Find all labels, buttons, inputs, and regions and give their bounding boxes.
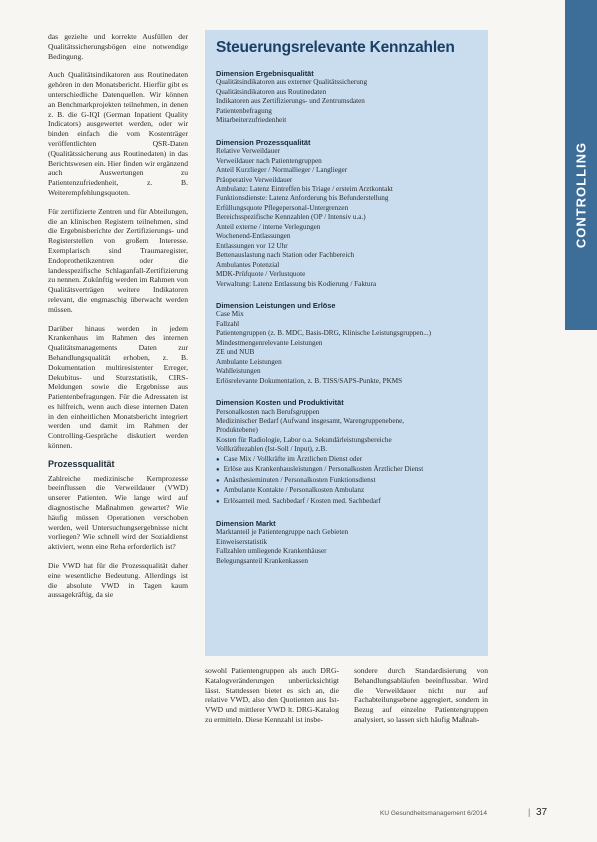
- section-heading: Prozessqualität: [48, 458, 115, 469]
- kennzahl-item: Produktebene): [216, 426, 258, 435]
- paragraph: Die VWD hat für die Prozessqualität daher eine wesentliche Bedeutung. Allerdings ist die absolute VWD in Tagen kaum aussagekräftig, da sie: [48, 561, 188, 600]
- kennzahl-item: Relative Verweildauer: [216, 147, 280, 156]
- kennzahl-item: Indikatoren aus Zertifizierungs- und Zentrumsdaten: [216, 97, 365, 106]
- kennzahl-item: Qualitätsindikatoren aus Routinedaten: [216, 87, 327, 96]
- kennzahl-item: Erfüllungsquote Pflegepersonal-Untergrenzen: [216, 203, 349, 212]
- kennzahl-item: ● Anästhesieminuten / Personalkosten Funktionsdienst: [216, 476, 480, 486]
- kennzahl-item: Ambulanz: Latenz Eintreffen bis Triage / ersteim Arztkontakt: [216, 184, 393, 193]
- page-footer: [370, 807, 570, 821]
- paragraph: Darüber hinaus werden in jedem Krankenhaus im Rahmen des internen Qualitätsmanagements Daten zur Behandlungsqualität erhoben, z. B. Dokumentation multiresistenter Erreger, Dekubitus- und Sturzstatistik, CIRS-Meldungen sowie die Ergebnisse aus Patientenbefragungen. Für die Adressaten ist es hilfreich, wenn auch diese internen Daten in den einheitlichen Monatsbericht integriert werden und damit im Rahmen der Controlling-Gespräche diskutiert werden können.: [48, 323, 188, 451]
- section-heading: Dimension Prozessqualität: [216, 137, 311, 147]
- kennzahl-item: Erlösrelevante Dokumentation, z. B. TISS/SAPS-Punkte, PKMS: [216, 376, 403, 385]
- left-text-column: [48, 32, 188, 609]
- kennzahl-item: Verwaltung: Latenz Entlassung bis Kodierung / Faktura: [216, 279, 377, 288]
- kennzahl-item: Ambulante Leistungen: [216, 357, 282, 366]
- kennzahl-item: Bettenauslastung nach Station oder Fachbereich: [216, 251, 355, 260]
- kennzahl-item: Anteil externe / interne Verlegungen: [216, 222, 321, 231]
- footer-publication: KU Gesundheitsmanagement 6/2014: [380, 810, 487, 817]
- kennzahl-item: Bereichsspezifische Kennzahlen (OP / Intensiv u.a.): [216, 213, 366, 222]
- kennzahl-item: Ambulantes Potenzial: [216, 260, 280, 269]
- section-tab-label: [566, 140, 596, 250]
- kennzahl-item: Mitarbeiterzufriedenheit: [216, 116, 287, 125]
- kennzahl-item: Anteil Kurzlieger / Normallieger / Langlieger: [216, 166, 348, 175]
- kennzahl-item: ● Erlösanteil med. Sachbedarf / Kosten med. Sachbedarf: [216, 497, 480, 507]
- kennzahlen-section: [216, 519, 480, 566]
- kennzahl-item: MDK-Prüfquote / Verlustquote: [216, 270, 306, 279]
- kennzahlen-section: [216, 138, 480, 289]
- kennzahl-item: Entlassungen vor 12 Uhr: [216, 241, 288, 250]
- kennzahl-item: ZE und NUB: [216, 348, 255, 357]
- paragraph: sondere durch Standardisierung von Behandlungsabläufen beeinflussbar. Wird die Verweildauer nicht nur auf Fachabteilungsebene aggregiert, sondern in Bezug auf einzelne Patientengruppen analysiert, so lassen sich häufig Maßnah-: [354, 666, 488, 724]
- section-heading: Dimension Leistungen und Erlöse: [216, 300, 336, 310]
- kennzahl-item: Vollkräftezahlen (Ist-Soll / Input), z.B.: [216, 445, 328, 454]
- kennzahl-item: Patientenbefragung: [216, 106, 272, 115]
- kennzahlen-section: [216, 301, 480, 386]
- footer-separator: |: [528, 807, 531, 817]
- bottom-text-column-2: [354, 666, 488, 734]
- kennzahl-item: Patientengruppen (z. B. MDC, Basis-DRG, Klinische Leistungsgruppen...): [216, 329, 431, 338]
- kennzahl-item: Medizinischer Bedarf (Aufwand insgesamt, Warengruppenebene,: [216, 416, 405, 425]
- box-title: Steuerungsrelevante Kennzahlen: [216, 39, 455, 56]
- section-tab-text: CONTROLLING: [573, 141, 589, 249]
- kennzahlen-box: [205, 30, 488, 656]
- section-heading: Dimension Ergebnisqualität: [216, 69, 314, 78]
- kennzahlen-section: [216, 69, 480, 126]
- kennzahl-item: Verweildauer nach Patientengruppen: [216, 156, 322, 165]
- kennzahl-item: ● Erlöse aus Krankenhausleistungen / Personalkosten Ärztlicher Dienst: [216, 465, 480, 475]
- kennzahl-item: Qualitätsindikatoren aus externer Qualitätssicherung: [216, 78, 368, 87]
- kennzahl-item: Mindestmengenrelevante Leistungen: [216, 338, 323, 347]
- paragraph: Auch Qualitätsindikatoren aus Routinedaten gehören in den Monatsbericht. Hierfür gibt es unterschiedliche Datenquellen. Wir können an Benchmarkprojekten teilnehmen, in denen z. B. die G-IQI (German Inpatient Quality Indicators) ausgewertet werden, oder wir binden einfach die vom Kostenträger veröffentlichten QSR-Daten (Qualitätssicherung aus Routinedaten) in das Berichtswesen ein. Hier finden wir ergänzend auch Auswertungen zu Patientenzufriedenheit, z. B. Weiterempfehlungsquoten.: [48, 70, 188, 197]
- page-number: 37: [536, 807, 548, 818]
- kennzahl-item: Belegungsanteil Krankenkassen: [216, 556, 309, 565]
- kennzahl-item: Kosten für Radiologie, Labor o.a. Sekundärleistungsbereiche: [216, 435, 392, 444]
- kennzahl-item: Wochenend-Entlassungen: [216, 232, 291, 241]
- kennzahl-item: Wahlleistungen: [216, 367, 261, 376]
- paragraph: sowohl Patientengruppen als auch DRG-Katalogveränderungen unberücksichtigt lässt. Stattdessen bietet es sich an, die relative VWD, also den Quotienten aus Ist-VWD und mittlerer VWD lt. DRG-Katalog zu ermitteln. Diese Kennzahl ist insbe-: [205, 666, 339, 724]
- section-heading: Dimension Kosten und Produktivität: [216, 398, 344, 408]
- kennzahl-item: Personalkosten nach Berufsgruppen: [216, 407, 320, 416]
- kennzahl-item: Einweiserstatistik: [216, 537, 268, 546]
- kennzahl-item: Marktanteil je Patientengruppe nach Gebieten: [216, 528, 349, 537]
- paragraph: Zahlreiche medizinische Kernprozesse beeinflussen die Verweildauer (VWD) unserer Patienten. Wie lange wird auf diagnostische Maßnahmen gewartet? Wie häufig müssen Operationen verschoben werden, weil Untersuchungsergebnisse nicht vorliegen? Wie schnell wird der Sozialdienst aktiviert, wenn eine Reha erforderlich ist?: [48, 473, 188, 552]
- section-heading: Dimension Markt: [216, 519, 276, 529]
- kennzahl-item: ● Ambulante Kontakte / Personalkosten Ambulanz: [216, 486, 480, 496]
- paragraph: das gezielte und korrekte Ausfüllen der Qualitätssicherungsbögen eine notwendige Bedingung.: [48, 32, 188, 61]
- kennzahl-item: Case Mix: [216, 310, 244, 319]
- bottom-text-column-1: [205, 666, 339, 734]
- kennzahl-item: Fallzahl: [216, 319, 240, 328]
- kennzahlen-section: [216, 398, 480, 507]
- kennzahl-item: Funktionsdienste: Latenz Anforderung bis Befunderstellung: [216, 194, 389, 203]
- paragraph: Für zertifizierte Zentren und für Abteilungen, die an klinischen Registern teilnehmen, sind die Ergebnisberichte der Zertifizierungs- und Registerstellen von großem Interesse. Exemplarisch sind Traumaregister, Endoprothetikzentren oder die landesspezifische Schlaganfall-Zertifizierung zu nennen. Zukünftig werden im Rahmen von Qualitätsverträgen weitere Indikatoren relevant, die engmaschig überwacht werden müssen.: [48, 206, 188, 314]
- kennzahl-item: Präoperative Verweildauer: [216, 175, 293, 184]
- kennzahl-item: Fallzahlen umliegende Krankenhäuser: [216, 547, 327, 556]
- kennzahl-item: ● Case Mix / Vollkräfte im Ärztlichen Dienst oder: [216, 455, 480, 465]
